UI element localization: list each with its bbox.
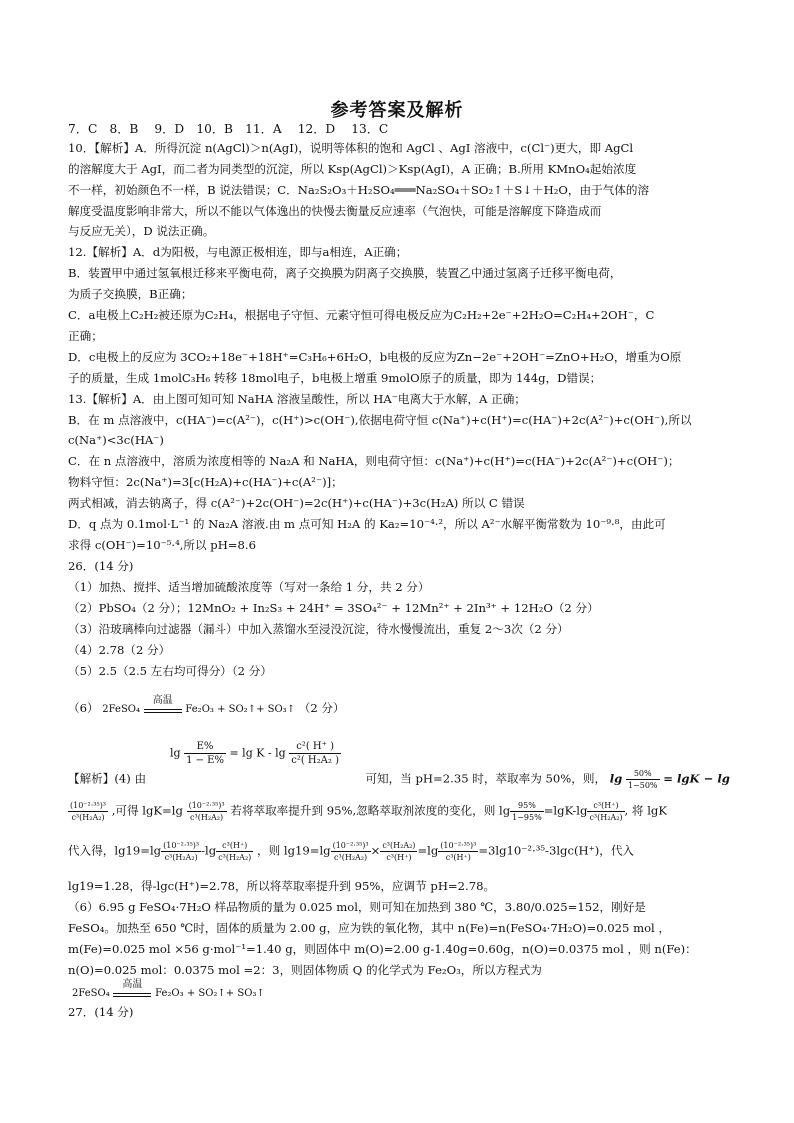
text-line: n(O)=0.025 mol：0.0375 mol =2：3，则固体物质 Q 的化学式为 Fe₂O₃，所以方程式为 — [68, 963, 542, 977]
formula-text: = lgK − lg — [663, 771, 730, 786]
text-line: （2）PbSO₄（2 分）；12MnO₂ + In₂S₃ + 24H⁺ = 3SO₄²⁻ + 12Mn²⁺ + 2In³⁺ + 12H₂O（2 分） — [68, 601, 599, 615]
text-line: D．c电极上的反应为 3CO₂+18e⁻+18H⁺=C₃H₆+6H₂O，b电极的反应为Zn−2e⁻+2OH⁻=ZnO+H₂O，增重为O原 — [68, 350, 682, 364]
text-line — [68, 800, 738, 823]
equation-rhs: Fe₂O₃ + SO₂↑+ SO₃↑ — [155, 988, 265, 999]
text-line: B．装置甲中通过氢氧根迁移来平衡电荷，离子交换膜为阴离子交换膜，装置乙中通过氢离子迁移平衡电荷， — [68, 266, 622, 280]
text-line: m(Fe)=0.025 mol ×56 g·mol⁻¹=1.40 g，则固体中 m(O)=2.00 g-1.40g=0.60g，n(O)=0.0375 mol ，则 n(Fe)： — [68, 942, 697, 956]
fraction: $\frac{\text{c³(H⁺)}}{\text{c³(H₂A₂)}}$ — [218, 841, 252, 862]
score-label: （2 分） — [298, 701, 345, 715]
text-line: C．a电极上C₂H₂被还原为C₂H₄，根据电子守恒、元素守恒可得电极反应为C₂H₂+2e⁻+2H₂O=C₂H₄+2OH⁻，C — [68, 308, 655, 322]
text-line: 两式相减，消去钠离子，得 c(A²⁻)+2c(OH⁻)=2c(H⁺)+c(HA⁻)+3c(H₂A) 所以 C 错误 — [68, 496, 525, 510]
text-line: 不一样，初始颜色不一样，B 说法错误；C．Na₂S₂O₃＋H₂SO₄═══Na₂SO₄＋SO₂↑＋S↓＋H₂O，由于气体的溶 — [68, 183, 650, 197]
text-line: 与反应无关），D 说法正确。 — [68, 224, 215, 238]
formula-text: lg — [170, 746, 181, 760]
text-line: 27．(14 分) — [68, 1005, 134, 1019]
fraction: $\frac{50\%}{1-50\%}$ — [627, 769, 658, 790]
text-line: （1）加热、搅拌、适当增加硫酸浓度等（写对一条给 1 分，共 2 分） — [68, 580, 430, 594]
text-line: B．在 m 点溶液中，c(HA⁻)=c(A²⁻)，c(H⁺)>c(OH⁻),依据电荷守恒 c(Na⁺)+c(H⁺)=c(HA⁻)+2c(A²⁻)+c(OH⁻),所以 — [68, 413, 692, 427]
text-line: 子的质量，生成 1molC₃H₆ 转移 18mol电子，b电极上增重 9molO原子的质量，即为 144g，D错误； — [68, 371, 602, 385]
equation-line — [68, 695, 738, 718]
text-span: , 将 lgK — [624, 803, 667, 818]
formula-text: = lg K - lg — [229, 746, 286, 760]
text-line: 物料守恒：2c(Na⁺)=3[c(H₂A)+c(HA⁻)+c(A²⁻)]； — [68, 475, 343, 489]
formula-text: lg — [609, 771, 623, 786]
condition-label: 高温 — [122, 979, 143, 990]
equation-line — [72, 979, 742, 1002]
text-span: 代入得，lg19=lg — [68, 843, 162, 858]
text-line: FeSO₄。加热至 650 ℃时，固体的质量为 2.00 g，应为铁的氧化物，其中 n(Fe)=n(FeSO₄·7H₂O)=0.025 mol ， — [68, 921, 671, 935]
text-line: 10．【解析】A．所得沉淀 n(AgCl)＞n(AgI)，说明等体积的饱和 AgCl 、AgI 溶液中，c(Cl⁻)更大，即 AgCl — [68, 141, 634, 155]
fraction: $\frac{95\%}{1-95\%}$ — [512, 801, 542, 822]
fraction: $\frac{\text{(10⁻²·³⁵)³}}{\text{c³(H⁺)}}$ — [440, 841, 477, 862]
text-line: （5）2.5（2.5 左右均可得分）（2 分） — [68, 664, 272, 678]
text-span: ，则 lg19=lg — [256, 843, 331, 858]
extraction-formula — [170, 740, 341, 767]
text-line: C．在 n 点溶液中，溶质为浓度相等的 Na₂A 和 NaHA，则电荷守恒：c(Na⁺)+c(H⁺)=c(HA⁻)+2c(A²⁻)+c(OH⁻)； — [68, 454, 680, 468]
text-span: 若将萃取率提升到 95%,忽略萃取剂浓度的变化，则 lg — [230, 803, 511, 818]
text-line: 正确； — [68, 329, 103, 343]
fraction: $\frac{\text{c³(H₂A₂)}}{\text{c³(H⁺)}}$ — [382, 841, 416, 862]
fraction: $\frac{\text{c³(H⁺)}}{\text{c³(H₂A₂)}}$ — [589, 801, 623, 822]
text-line: lg19=1.28，得-lgc(H⁺)=2.78，所以将萃取率提升到 95%，应调节 pH=2.78。 — [68, 879, 496, 893]
text-line: D．q 点为 0.1mol·L⁻¹ 的 Na₂A 溶液.由 m 点可知 H₂A 的 Ka₂=10⁻⁴·²，所以 A²⁻水解平衡常数为 10⁻⁹·⁸，由此可 — [68, 517, 666, 531]
text-line — [68, 768, 738, 791]
text-line: （3）沿玻璃棒向过滤器（漏斗）中加入蒸馏水至浸没沉淀，待水慢慢流出，重复 2～3次（2 分） — [68, 622, 569, 636]
condition-label: 高温 — [152, 695, 173, 706]
text-span: =3lg10⁻²·³⁵-3lgc(H⁺)，代入 — [478, 843, 635, 858]
text-span: ,可得 lgK=lg — [111, 803, 183, 818]
text-line: 解度受温度影响非常大，所以不能以气体逸出的快慢去衡量反应速率（气泡快，可能是溶解度下降造成而 — [68, 204, 602, 218]
text-span: 【解析】(4) 由 — [68, 771, 147, 786]
fraction: $\frac{\text{(10⁻²·³⁵)³}}{\text{c³(H₂A₂)}}$ — [332, 841, 369, 862]
page-title: 参考答案及解析 — [330, 100, 464, 121]
text-line: 13.【解析】A．由上图可知可知 NaHA 溶液呈酸性，所以 HA⁻电离大于水解，A 正确； — [68, 392, 526, 406]
text-line: （4）2.78（2 分） — [68, 643, 171, 657]
text-line: 12.【解析】A．d为阳极，与电源正极相连，即与a相连，A正确； — [68, 245, 408, 259]
text-span: =lgK-lg — [543, 803, 588, 818]
fraction: $\frac{\text{(10⁻²·³⁵)³}}{\text{c³(H₂A₂)}}$ — [70, 801, 107, 822]
text-line — [68, 840, 738, 863]
text-span: =lg — [417, 843, 439, 858]
text-span: -lg — [201, 843, 217, 858]
equal-arrow — [113, 979, 151, 1000]
text-line: 为质子交换膜，B正确； — [68, 287, 193, 301]
text-line: 求得 c(OH⁻)=10⁻⁵·⁴,所以 pH=8.6 — [68, 538, 256, 552]
text-span: × — [370, 843, 381, 858]
equation-rhs: Fe₂O₃ + SO₂↑+ SO₃↑ — [185, 704, 296, 715]
text-line: 的溶解度大于 AgI，而二者为同类型的沉淀，所以 Ksp(AgCl)＞Ksp(AgI)，A 正确；B.所用 KMnO₄起始浓度 — [68, 162, 637, 176]
equal-arrow — [144, 695, 182, 716]
equation-prefix: （6） — [68, 701, 99, 715]
equation-lhs: 2FeSO₄ — [72, 988, 110, 999]
fraction: $\frac{\text{(10⁻²·³⁵)³}}{\text{c³(H₂A₂)}}$ — [188, 801, 225, 822]
fraction: $\frac{E\%}{1 - E\%}$ — [186, 741, 224, 766]
equation-lhs: 2FeSO₄ — [102, 704, 140, 715]
fraction: $\frac{\text{(10⁻²·³⁵)³}}{\text{c³(H₂A₂)}}$ — [163, 841, 200, 862]
text-line: 26．(14 分) — [68, 559, 134, 573]
answer-line: 7．C 8．B 9．D 10．B 11．A 12．D 13．C — [68, 122, 389, 136]
text-line: c(Na⁺)<3c(HA⁻) — [68, 433, 164, 447]
fraction: $\frac{\text{c²( H⁺ )}}{\text{c²( H₂A₂ )}}$ — [291, 741, 339, 766]
text-line: （6）6.95 g FeSO₄·7H₂O 样品物质的量为 0.025 mol，则可知在加热到 380 ℃，3.80/0.025=152，刚好是 — [68, 900, 646, 914]
text-span: 可知，当 pH=2.35 时，萃取率为 50%，则， — [365, 771, 607, 786]
